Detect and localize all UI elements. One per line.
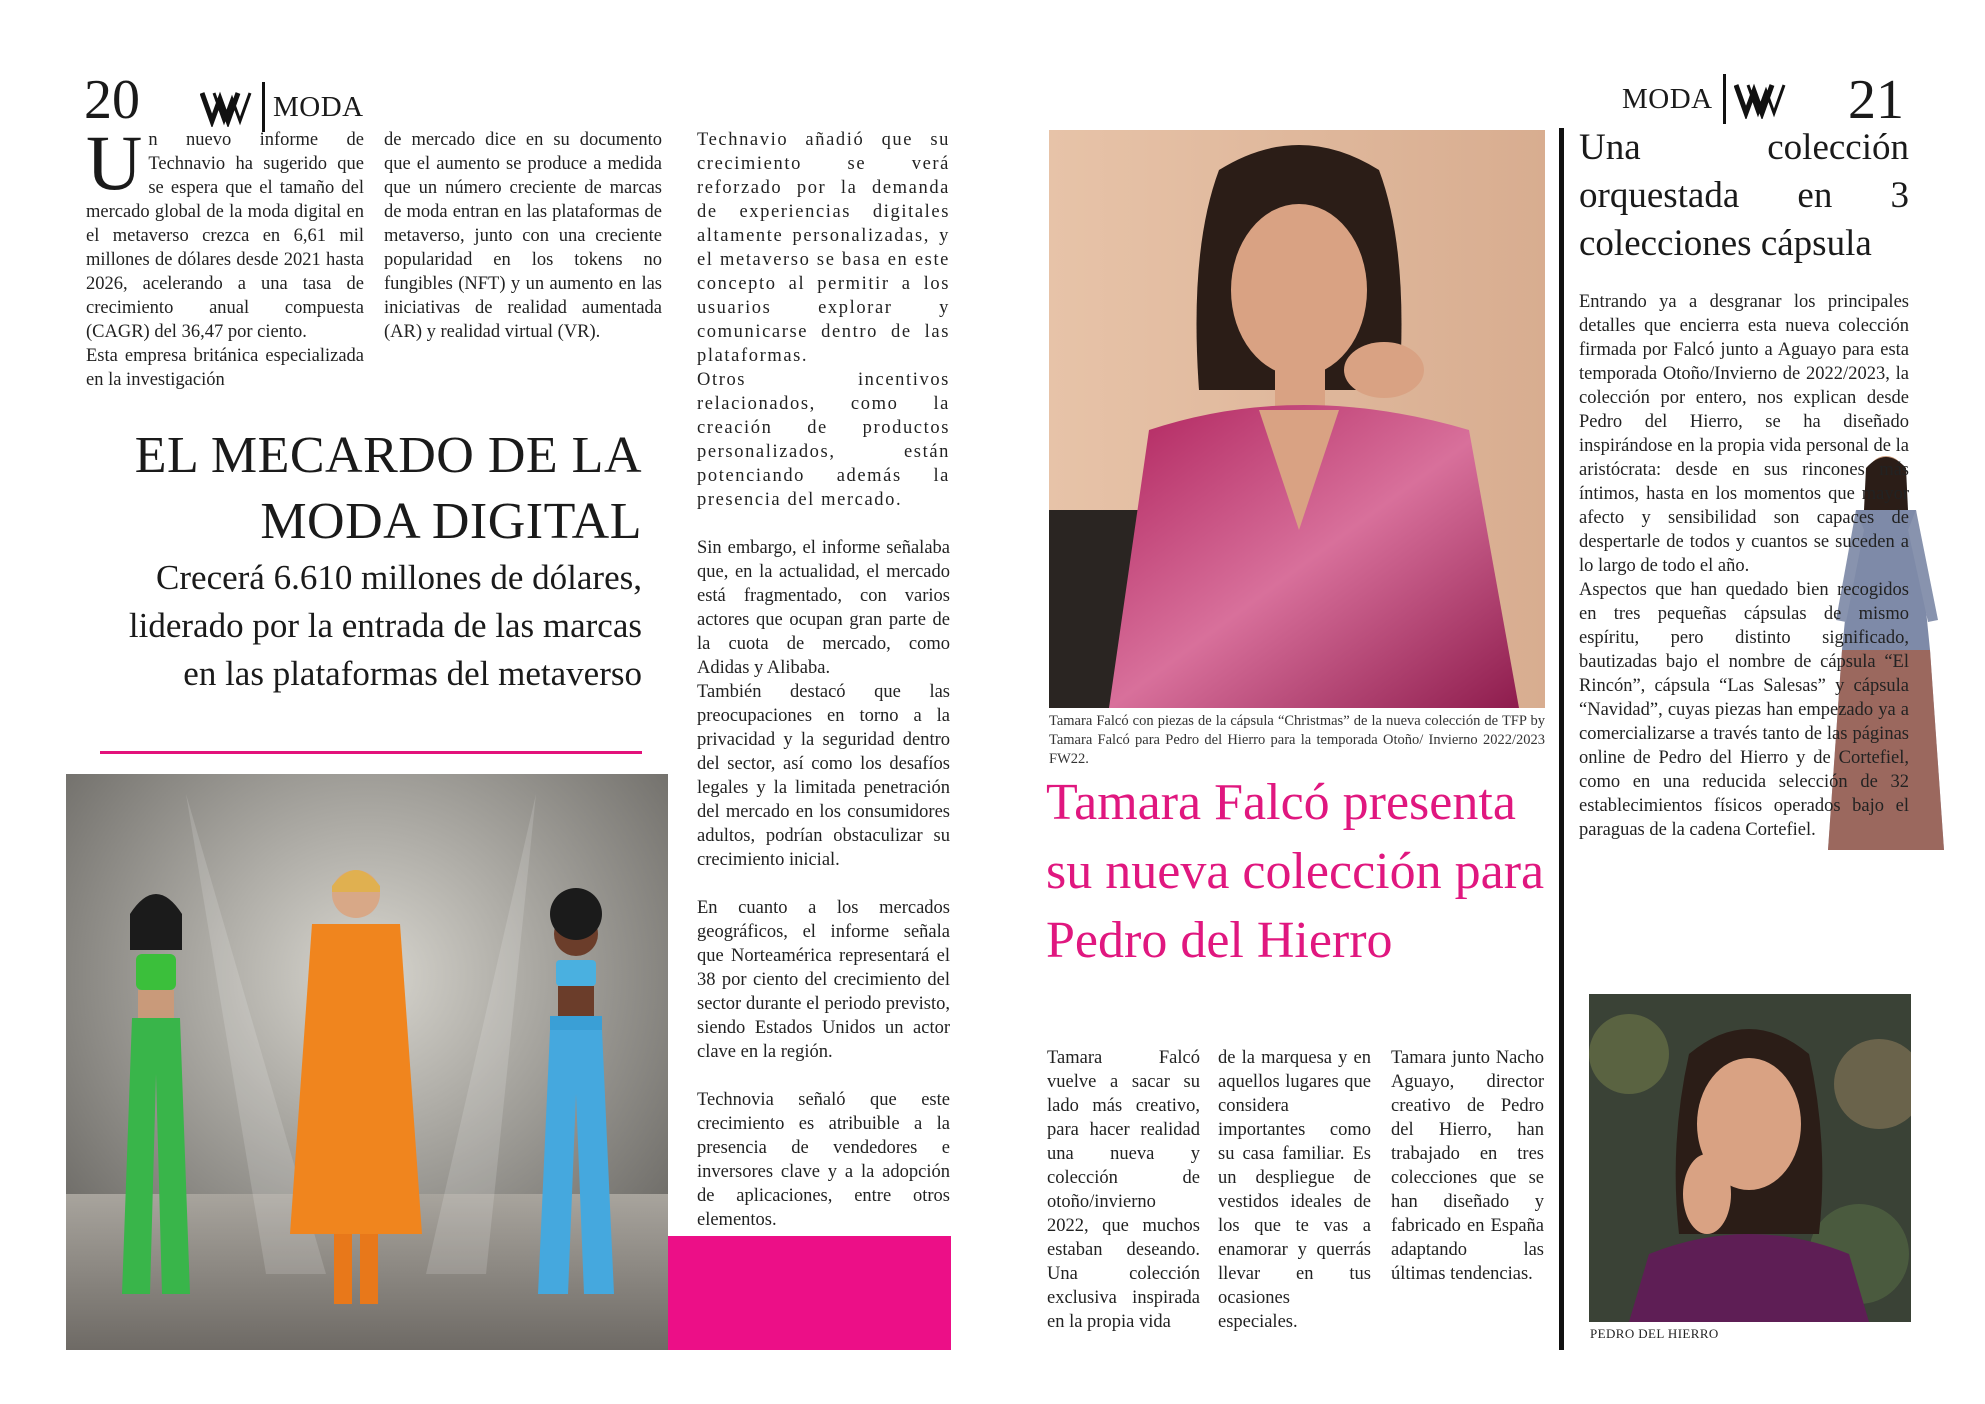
article-paragraph: Technovia señaló que este crecimiento es atribuible a la presencia de vendedores e inversores clave y a la adopción de aplicaciones, entre otros elementos. <box>697 1090 950 1230</box>
headline-underline <box>100 751 642 754</box>
pink-accent-box <box>668 1236 951 1350</box>
headline-line: MODA DIGITAL <box>260 493 642 550</box>
left-page-number: 20 <box>84 69 140 131</box>
article-column-2 <box>384 128 662 344</box>
article-paragraph: Otros incentivos relacionados, como la creación de productos personalizados, están potenciando además la presencia del mercado. <box>697 370 950 510</box>
right-logo <box>1622 74 1786 124</box>
left-section-label: MODA <box>273 90 364 123</box>
side-paragraph: Aspectos que han quedado bien recogidos en tres pequeñas cápsulas de mismo espíritu, pero distinto significado, bautizadas bajo el nombre de cápsula “El Rincón”, cápsula “Las Salesas” y cápsula “Navidad”, cuyas piezas han empezado ya a comercializarse a través tanto de las páginas online de Pedro del Hierro y de Cortefiel, como en una reducida selección de 32 establecimientos físicos operados bajo el paraguas de la cadena Cortefiel. <box>1579 580 1909 840</box>
article-paragraph: Esta empresa británica especializada en la investigación <box>86 346 364 390</box>
right-section-label: MODA <box>1622 82 1713 115</box>
right-page-number: 21 <box>1848 69 1904 131</box>
logo-divider <box>262 82 265 132</box>
portrait-illustration <box>1049 130 1545 708</box>
side-title <box>1579 124 1909 268</box>
side-text <box>1579 290 1909 842</box>
pedro-del-hierro-photo <box>1589 994 1911 1322</box>
left-logo <box>200 82 364 132</box>
headline-line: EL MECARDO DE LA <box>134 427 642 484</box>
body-column-3: Tamara junto Nacho Aguayo, director creativo de Pedro del Hierro, han trabajado en tres colecciones que se han diseñado y fabricado en España adaptando las últimas tendencias. <box>1391 1048 1544 1284</box>
vertical-divider <box>1559 128 1564 1350</box>
article-paragraph: n nuevo informe de Technavio ha sugerido que se espera que el tamaño del mercado global de la moda digital en el metaverso crezca en 6,61 mil millones de dólares desde 2021 hasta 2026, acelerando a una tasa de crecimiento anual compuesta (CAGR) del 36,47 por ciento. <box>86 130 364 342</box>
headline <box>90 423 642 555</box>
article-paragraph: de mercado dice en su documento que el aumento se produce a medida que un número creciente de marcas de moda entran en las plataformas de metaverso, junto con una creciente popularidad en los tokens no fungibles (NFT) y un aumento en las iniciativas de realidad aumentada (AR) y realidad virtual (VR). <box>384 130 662 342</box>
w-style-logo-icon <box>200 87 252 127</box>
article-paragraph: En cuanto a los mercados geográficos, el informe señala que Norteamérica representará el 38 por ciento del crecimiento del sector durante el periodo previsto, siendo Estados Unidos un actor clave en la región. <box>697 898 950 1062</box>
article-paragraph: Sin embargo, el informe señalaba que, en la actualidad, el mercado está fragmentado, con varios actores que ocupan gran parte de la cuota de mercado, como Adidas y Alibaba. <box>697 538 950 678</box>
article-column-3 <box>697 128 950 1232</box>
dropcap: U <box>86 119 143 206</box>
photo-credit: PEDRO DEL HIERRO <box>1590 1326 1719 1341</box>
article-title: Tamara Falcó presenta su nueva colección para Pedro del Hierro <box>1046 774 1545 969</box>
article-paragraph: Technavio añadió que su crecimiento se verá reforzado por la demanda de experiencias digitales altamente personalizadas, y el metaverso se basa en este concepto al permitir a los usuarios explorar y comunicarse dentro de las plataformas. <box>697 130 950 366</box>
photo-caption: Tamara Falcó con piezas de la cápsula “Christmas” de la nueva colección de TFP by Tamara Falcó para Pedro del Hierro para la temporada Otoño/ Invierno 2022/2023 FW22. <box>1049 713 1545 767</box>
side-title-line: orquestada en 3 <box>1579 175 1909 216</box>
w-style-logo-icon <box>1734 79 1786 119</box>
side-title-line: Una colección <box>1579 127 1909 168</box>
side-title-line: colecciones cápsula <box>1579 223 1872 264</box>
article-paragraph: También destacó que las preocupaciones en torno a la privacidad y la seguridad dentro del sector, así como los desafíos legales y la limitada penetración del mercado en los consumidores adultos, podrían obstaculizar su crecimiento inicial. <box>697 682 950 870</box>
metaverse-fashion-image <box>66 774 668 1350</box>
body-column-2: de la marquesa y en aquellos lugares que considera importantes como su casa familiar. Es un despliegue de vestidos ideales de los que te vas a enamorar y querrás llevar en tus ocasiones especiales. <box>1218 1048 1371 1332</box>
portrait-illustration-2 <box>1589 994 1911 1322</box>
tamara-falco-photo <box>1049 130 1545 708</box>
subheadline: Crecerá 6.610 millones de dólares, liderado por la entrada de las marcas en las plataformas del metaverso <box>128 558 642 693</box>
article-column-1 <box>86 119 364 392</box>
metaverse-runway-illustration <box>66 774 668 1350</box>
side-paragraph: Entrando ya a desgranar los principales detalles que encierra esta nueva colección firmada por Falcó junto a Aguayo para esta temporada Otoño/Invierno de 2022/2023, la colección por entero, nos explican desde Pedro del Hierro, se ha diseñado inspirándose en la propia vida personal de la aristócrata: desde en sus rincones más íntimos, hasta en los momentos que mayor afecto y sensibilidad son capaces de despertarle de todos y cuantos se suceden a lo largo de todo el año. <box>1579 292 1909 576</box>
logo-divider <box>1723 74 1726 124</box>
body-column-1: Tamara Falcó vuelve a sacar su lado más creativo, para hacer realidad una nueva y colección de otoño/invierno 2022, que muchos estaban deseando. Una colección exclusiva inspirada en la propia vida <box>1047 1048 1200 1332</box>
